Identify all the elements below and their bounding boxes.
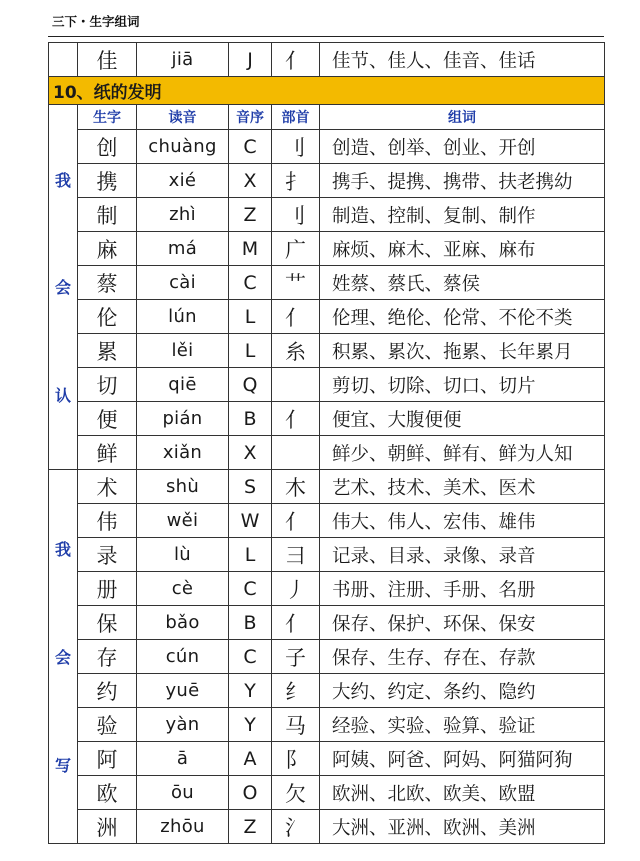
radical-cell: 氵 xyxy=(272,810,320,844)
char-cell: 录 xyxy=(78,538,137,572)
table-row xyxy=(49,164,605,198)
order-cell: B xyxy=(229,402,272,436)
pinyin-cell: lún xyxy=(137,300,229,334)
side-cell xyxy=(49,43,78,77)
words-cell: 欧洲、北欧、欧美、欧盟 xyxy=(320,776,605,810)
order-cell: W xyxy=(229,504,272,538)
order-cell: L xyxy=(229,300,272,334)
table-row xyxy=(49,368,605,402)
group-label-char: 会 xyxy=(54,647,71,667)
order-cell: Z xyxy=(229,810,272,844)
column-header-radical: 部首 xyxy=(272,105,320,130)
pinyin-cell: xiǎn xyxy=(137,436,229,470)
char-cell: 伦 xyxy=(78,300,137,334)
table-row xyxy=(49,198,605,232)
char-cell: 累 xyxy=(78,334,137,368)
words-cell: 鲜少、朝鲜、鲜有、鲜为人知 xyxy=(320,436,605,470)
order-cell: L xyxy=(229,334,272,368)
group-label-text xyxy=(49,495,77,818)
radical-cell xyxy=(272,368,320,402)
header-divider xyxy=(48,36,604,37)
lesson-title: 10、纸的发明 xyxy=(49,77,605,105)
table-row xyxy=(49,640,605,674)
vocabulary-table xyxy=(48,42,605,844)
char-cell: 携 xyxy=(78,164,137,198)
char-cell: 佳 xyxy=(78,43,137,77)
order-cell: Y xyxy=(229,674,272,708)
words-cell: 艺术、技术、美术、医术 xyxy=(320,470,605,504)
radical-cell: 阝 xyxy=(272,742,320,776)
pinyin-cell: ōu xyxy=(137,776,229,810)
radical-cell: 纟 xyxy=(272,674,320,708)
pinyin-cell: cè xyxy=(137,572,229,606)
radical-cell: 彐 xyxy=(272,538,320,572)
group-label-char: 写 xyxy=(54,755,71,775)
char-cell: 麻 xyxy=(78,232,137,266)
radical-cell: 艹 xyxy=(272,266,320,300)
pinyin-cell: cún xyxy=(137,640,229,674)
char-cell: 创 xyxy=(78,130,137,164)
char-cell: 保 xyxy=(78,606,137,640)
words-cell: 姓蔡、蔡氏、蔡侯 xyxy=(320,266,605,300)
radical-cell: 木 xyxy=(272,470,320,504)
pinyin-cell: cài xyxy=(137,266,229,300)
pinyin-cell: zhì xyxy=(137,198,229,232)
table-row xyxy=(49,776,605,810)
pinyin-cell: qiē xyxy=(137,368,229,402)
char-cell: 阿 xyxy=(78,742,137,776)
radical-cell xyxy=(272,436,320,470)
column-header-words: 组词 xyxy=(320,105,605,130)
radical-cell: 刂 xyxy=(272,130,320,164)
words-cell: 记录、目录、录像、录音 xyxy=(320,538,605,572)
order-cell: M xyxy=(229,232,272,266)
order-cell: C xyxy=(229,572,272,606)
char-cell: 册 xyxy=(78,572,137,606)
words-cell: 保存、生存、存在、存款 xyxy=(320,640,605,674)
char-cell: 便 xyxy=(78,402,137,436)
char-cell: 术 xyxy=(78,470,137,504)
table-row xyxy=(49,232,605,266)
column-header-order: 音序 xyxy=(229,105,272,130)
pinyin-cell: zhōu xyxy=(137,810,229,844)
table-row xyxy=(49,606,605,640)
words-cell: 积累、累次、拖累、长年累月 xyxy=(320,334,605,368)
table-row xyxy=(49,130,605,164)
table-row xyxy=(49,538,605,572)
table-row xyxy=(49,810,605,844)
words-cell: 书册、注册、手册、名册 xyxy=(320,572,605,606)
radical-cell: 欠 xyxy=(272,776,320,810)
words-cell: 阿姨、阿爸、阿妈、阿猫阿狗 xyxy=(320,742,605,776)
radical-cell: 马 xyxy=(272,708,320,742)
table-row xyxy=(49,300,605,334)
table-row xyxy=(49,708,605,742)
lesson-title-row xyxy=(49,77,605,105)
words-cell: 便宜、大腹便便 xyxy=(320,402,605,436)
pinyin-cell: yàn xyxy=(137,708,229,742)
char-cell: 蔡 xyxy=(78,266,137,300)
words-cell: 麻烦、麻木、亚麻、麻布 xyxy=(320,232,605,266)
words-cell: 伦理、绝伦、伦常、不伦不类 xyxy=(320,300,605,334)
radical-cell: 亻 xyxy=(272,606,320,640)
column-header-char: 生字 xyxy=(78,105,137,130)
char-cell: 欧 xyxy=(78,776,137,810)
words-cell: 携手、提携、携带、扶老携幼 xyxy=(320,164,605,198)
pinyin-cell: bǎo xyxy=(137,606,229,640)
order-cell: C xyxy=(229,266,272,300)
order-cell: L xyxy=(229,538,272,572)
order-cell: C xyxy=(229,640,272,674)
words-cell: 创造、创举、创业、开创 xyxy=(320,130,605,164)
table-row xyxy=(49,742,605,776)
table-row xyxy=(49,504,605,538)
order-cell: X xyxy=(229,164,272,198)
table-row xyxy=(49,674,605,708)
column-header-row xyxy=(49,105,605,130)
radical-cell: 糸 xyxy=(272,334,320,368)
table-row xyxy=(49,436,605,470)
order-cell: X xyxy=(229,436,272,470)
char-cell: 约 xyxy=(78,674,137,708)
pinyin-cell: chuàng xyxy=(137,130,229,164)
char-cell: 伟 xyxy=(78,504,137,538)
group-label-text xyxy=(49,126,77,449)
words-cell: 大约、约定、条约、隐约 xyxy=(320,674,605,708)
pinyin-cell: pián xyxy=(137,402,229,436)
table-row xyxy=(49,266,605,300)
pinyin-cell: shù xyxy=(137,470,229,504)
group-label-write xyxy=(49,470,78,844)
order-cell: Q xyxy=(229,368,272,402)
radical-cell: 亻 xyxy=(272,504,320,538)
table-row xyxy=(49,572,605,606)
group-label-char: 我 xyxy=(54,170,71,190)
order-cell: S xyxy=(229,470,272,504)
words-cell: 伟大、伟人、宏伟、雄伟 xyxy=(320,504,605,538)
radical-cell: 丿 xyxy=(272,572,320,606)
table-row xyxy=(49,43,605,77)
group-label-char: 我 xyxy=(54,540,71,560)
pinyin-cell: jiā xyxy=(137,43,229,77)
words-cell: 大洲、亚洲、欧洲、美洲 xyxy=(320,810,605,844)
radical-cell: 广 xyxy=(272,232,320,266)
pinyin-cell: yuē xyxy=(137,674,229,708)
char-cell: 鲜 xyxy=(78,436,137,470)
radical-cell: 亻 xyxy=(272,43,320,77)
column-header-pinyin: 读音 xyxy=(137,105,229,130)
char-cell: 洲 xyxy=(78,810,137,844)
pinyin-cell: lù xyxy=(137,538,229,572)
radical-cell: 亻 xyxy=(272,402,320,436)
pinyin-cell: lěi xyxy=(137,334,229,368)
radical-cell: 亻 xyxy=(272,300,320,334)
radical-cell: 子 xyxy=(272,640,320,674)
order-cell: Z xyxy=(229,198,272,232)
page-title: 三下・生字组词 xyxy=(52,14,140,29)
radical-cell: 刂 xyxy=(272,198,320,232)
order-cell: A xyxy=(229,742,272,776)
pinyin-cell: má xyxy=(137,232,229,266)
words-cell: 佳节、佳人、佳音、佳话 xyxy=(320,43,605,77)
order-cell: C xyxy=(229,130,272,164)
words-cell: 制造、控制、复制、制作 xyxy=(320,198,605,232)
order-cell: J xyxy=(229,43,272,77)
table-row xyxy=(49,470,605,504)
words-cell: 保存、保护、环保、保安 xyxy=(320,606,605,640)
pinyin-cell: ā xyxy=(137,742,229,776)
order-cell: B xyxy=(229,606,272,640)
group-label-recognize xyxy=(49,105,78,470)
table-row xyxy=(49,334,605,368)
char-cell: 存 xyxy=(78,640,137,674)
pinyin-cell: wěi xyxy=(137,504,229,538)
char-cell: 切 xyxy=(78,368,137,402)
words-cell: 经验、实验、验算、验证 xyxy=(320,708,605,742)
group-label-char: 会 xyxy=(54,278,71,298)
pinyin-cell: xié xyxy=(137,164,229,198)
table-row xyxy=(49,402,605,436)
char-cell: 制 xyxy=(78,198,137,232)
words-cell: 剪切、切除、切口、切片 xyxy=(320,368,605,402)
char-cell: 验 xyxy=(78,708,137,742)
group-label-char: 认 xyxy=(54,386,71,406)
radical-cell: 扌 xyxy=(272,164,320,198)
order-cell: O xyxy=(229,776,272,810)
order-cell: Y xyxy=(229,708,272,742)
